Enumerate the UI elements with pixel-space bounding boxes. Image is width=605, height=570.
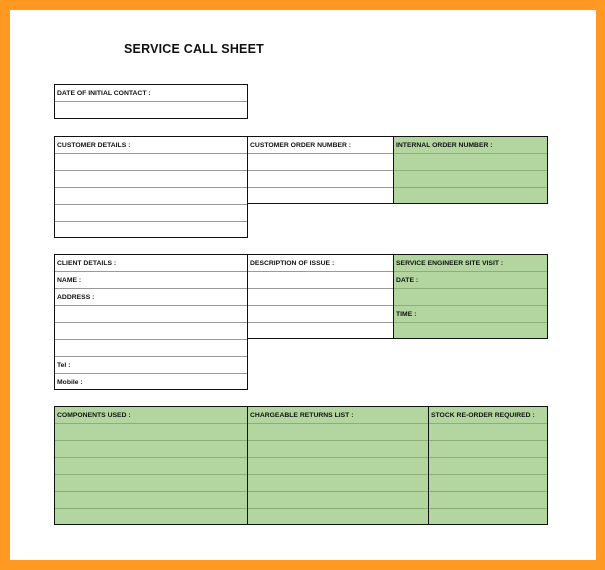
customer-details-box: [54, 136, 248, 238]
chargeable-returns-field[interactable]: [248, 441, 428, 458]
description-of-issue-row[interactable]: [248, 255, 393, 272]
customer-order-number-field[interactable]: [248, 188, 393, 205]
stock-reorder-label: STOCK RE-ORDER REQUIRED :: [431, 412, 535, 419]
components-used-label: COMPONENTS USED :: [57, 412, 131, 419]
description-of-issue-field[interactable]: [248, 323, 393, 340]
components-used-field[interactable]: [55, 458, 247, 475]
client-name-row[interactable]: [55, 272, 247, 289]
description-of-issue-field[interactable]: [248, 306, 393, 323]
customer-order-number-box: [247, 136, 394, 204]
internal-order-number-field[interactable]: [394, 154, 547, 171]
customer-details-label: CUSTOMER DETAILS :: [57, 142, 131, 149]
service-date-row[interactable]: [394, 272, 547, 289]
customer-details-field[interactable]: [55, 222, 247, 239]
customer-details-field[interactable]: [55, 154, 247, 171]
chargeable-returns-field[interactable]: [248, 492, 428, 509]
service-date-field[interactable]: [394, 289, 547, 306]
client-name-label: NAME :: [57, 277, 82, 284]
client-details-row[interactable]: [55, 255, 247, 272]
service-date-label: DATE :: [396, 277, 419, 284]
customer-order-number-field[interactable]: [248, 171, 393, 188]
stock-reorder-field[interactable]: [429, 492, 547, 509]
description-of-issue-box: [247, 254, 394, 339]
client-tel-label: Tel :: [57, 362, 71, 369]
client-tel-row[interactable]: [55, 357, 247, 374]
stock-reorder-row[interactable]: [429, 407, 547, 424]
service-time-field[interactable]: [394, 323, 547, 340]
internal-order-number-field[interactable]: [394, 188, 547, 205]
customer-order-number-label: CUSTOMER ORDER NUMBER :: [250, 142, 352, 149]
chargeable-returns-field[interactable]: [248, 475, 428, 492]
date-of-initial-contact-field[interactable]: [55, 102, 247, 119]
stock-reorder-field[interactable]: [429, 441, 547, 458]
customer-details-field[interactable]: [55, 205, 247, 222]
internal-order-number-row[interactable]: [394, 137, 547, 154]
client-address-field[interactable]: [55, 323, 247, 340]
description-of-issue-label: DESCRIPTION OF ISSUE :: [250, 260, 335, 267]
stock-reorder-field[interactable]: [429, 458, 547, 475]
stock-reorder-box: [428, 406, 548, 525]
date-of-initial-contact-label: DATE OF INITIAL CONTACT :: [57, 90, 151, 97]
chargeable-returns-label: CHARGEABLE RETURNS LIST :: [250, 412, 354, 419]
service-time-label: TIME :: [396, 311, 417, 318]
description-of-issue-field[interactable]: [248, 289, 393, 306]
customer-order-number-field[interactable]: [248, 154, 393, 171]
components-used-field[interactable]: [55, 492, 247, 509]
customer-details-field[interactable]: [55, 188, 247, 205]
client-address-field[interactable]: [55, 340, 247, 357]
components-used-field[interactable]: [55, 475, 247, 492]
stock-reorder-field[interactable]: [429, 475, 547, 492]
components-used-field[interactable]: [55, 441, 247, 458]
customer-order-number-row[interactable]: [248, 137, 393, 154]
chargeable-returns-box: [247, 406, 429, 525]
internal-order-number-box: [393, 136, 548, 204]
description-of-issue-field[interactable]: [248, 272, 393, 289]
components-used-field[interactable]: [55, 424, 247, 441]
client-mobile-label: Mobile :: [57, 379, 83, 386]
service-call-sheet: [10, 10, 596, 560]
date-of-initial-contact-box: [54, 84, 248, 119]
chargeable-returns-field[interactable]: [248, 509, 428, 526]
client-address-row[interactable]: [55, 289, 247, 306]
client-details-box: [54, 254, 248, 390]
chargeable-returns-row[interactable]: [248, 407, 428, 424]
client-details-label: CLIENT DETAILS :: [57, 260, 117, 267]
service-time-row[interactable]: [394, 306, 547, 323]
client-address-label: ADDRESS :: [57, 294, 95, 301]
components-used-row[interactable]: [55, 407, 247, 424]
service-engineer-row[interactable]: [394, 255, 547, 272]
stock-reorder-field[interactable]: [429, 424, 547, 441]
chargeable-returns-field[interactable]: [248, 458, 428, 475]
service-engineer-box: [393, 254, 548, 339]
internal-order-number-label: INTERNAL ORDER NUMBER :: [396, 142, 493, 149]
customer-details-field[interactable]: [55, 171, 247, 188]
stock-reorder-field[interactable]: [429, 509, 547, 526]
client-address-field[interactable]: [55, 306, 247, 323]
components-used-field[interactable]: [55, 509, 247, 526]
page-title: SERVICE CALL SHEET: [124, 42, 264, 56]
components-used-box: [54, 406, 248, 525]
chargeable-returns-field[interactable]: [248, 424, 428, 441]
internal-order-number-field[interactable]: [394, 171, 547, 188]
date-of-initial-contact-row[interactable]: [55, 85, 247, 102]
service-engineer-label: SERVICE ENGINEER SITE VISIT :: [396, 260, 504, 267]
customer-details-row[interactable]: [55, 137, 247, 154]
client-mobile-row[interactable]: [55, 374, 247, 391]
